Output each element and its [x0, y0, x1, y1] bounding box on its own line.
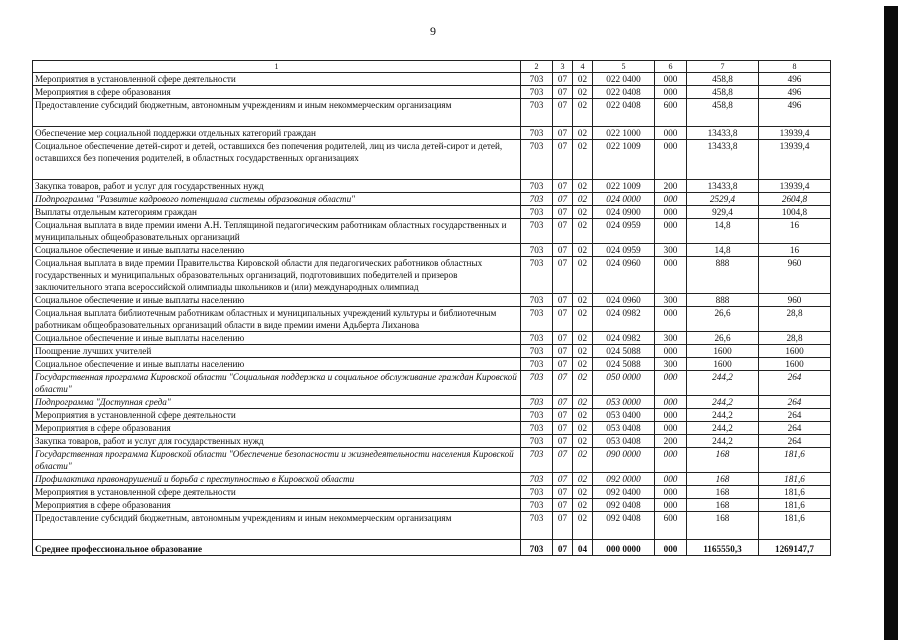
- cell-col8: 1004,8: [759, 206, 831, 219]
- table-row: [33, 499, 831, 512]
- table-row: [33, 409, 831, 422]
- row-name: Подпрограмма "Доступная среда": [33, 396, 521, 409]
- cell-col3: 07: [553, 448, 573, 473]
- cell-col4: 02: [573, 332, 593, 345]
- row-name: Социальная выплата в виде премии имени А.Н. Теплящиной педагогическим работникам областных государственных и муниципальных общеобразовательных организаций: [33, 219, 521, 244]
- row-name: Государственная программа Кировской области "Социальная поддержка и социальное обслуживание граждан Кировской области": [33, 371, 521, 396]
- cell-col7: 168: [687, 473, 759, 486]
- cell-col6: 000: [655, 307, 687, 332]
- cell-col4: 02: [573, 448, 593, 473]
- table-row: [33, 206, 831, 219]
- cell-col5: 024 0982: [593, 332, 655, 345]
- cell-col7: 26,6: [687, 307, 759, 332]
- cell-col7: 458,8: [687, 86, 759, 99]
- cell-col3: 07: [553, 486, 573, 499]
- cell-col8: 181,6: [759, 448, 831, 473]
- cell-col4: 02: [573, 486, 593, 499]
- cell-col8: 16: [759, 219, 831, 244]
- cell-col3: 07: [553, 307, 573, 332]
- cell-col2: 703: [521, 86, 553, 99]
- cell-col4: 02: [573, 499, 593, 512]
- cell-col7: 14,8: [687, 219, 759, 244]
- cell-col8: 960: [759, 257, 831, 294]
- row-name: Социальное обеспечение и иные выплаты населению: [33, 332, 521, 345]
- cell-col5: 022 0408: [593, 99, 655, 127]
- cell-col3: 07: [553, 371, 573, 396]
- cell-col3: 07: [553, 206, 573, 219]
- cell-col3: 07: [553, 396, 573, 409]
- cell-col4: 02: [573, 99, 593, 127]
- row-name: Социальная выплата в виде премии Правительства Кировской области для педагогических работников областных государственных и муниципальных образовательных организаций, подготовивших победителей и призеров заключительного этапа всероссийской олимпиады школьников и (или) международных олимпиад: [33, 257, 521, 294]
- table-header-row: [33, 61, 831, 73]
- cell-col5: 024 0959: [593, 244, 655, 257]
- cell-col6: 200: [655, 180, 687, 193]
- cell-col2: 703: [521, 244, 553, 257]
- row-name: Государственная программа Кировской области "Обеспечение безопасности и жизнедеятельности населения Кировской области": [33, 448, 521, 473]
- cell-col6: 000: [655, 257, 687, 294]
- table-row: [33, 257, 831, 294]
- cell-col2: 703: [521, 540, 553, 556]
- cell-col2: 703: [521, 332, 553, 345]
- cell-col2: 703: [521, 206, 553, 219]
- cell-col4: 02: [573, 473, 593, 486]
- cell-col6: 000: [655, 422, 687, 435]
- cell-col3: 07: [553, 512, 573, 540]
- header-cell: 7: [687, 61, 759, 73]
- row-name: Среднее профессиональное образование: [33, 540, 521, 556]
- cell-col2: 703: [521, 409, 553, 422]
- cell-col6: 300: [655, 332, 687, 345]
- cell-col8: 2604,8: [759, 193, 831, 206]
- table-row-total: [33, 540, 831, 556]
- cell-col6: 300: [655, 294, 687, 307]
- table-row: [33, 307, 831, 332]
- cell-col3: 07: [553, 257, 573, 294]
- row-name: Социальное обеспечение детей-сирот и детей, оставшихся без попечения родителей, лиц из числа детей-сирот и детей, оставшихся без попечения родителей, в областных государственных организациях: [33, 140, 521, 180]
- cell-col2: 703: [521, 473, 553, 486]
- cell-col6: 000: [655, 193, 687, 206]
- row-name: Социальная выплата библиотечным работникам областных и муниципальных учреждений культуры и библиотечным работникам общеобразовательных организаций области в виде премии имени Адьберта Лиханова: [33, 307, 521, 332]
- cell-col8: 496: [759, 86, 831, 99]
- row-name: Мероприятия в сфере образования: [33, 86, 521, 99]
- cell-col3: 07: [553, 219, 573, 244]
- row-name: Обеспечение мер социальной поддержки отдельных категорий граждан: [33, 127, 521, 140]
- cell-col8: 1600: [759, 358, 831, 371]
- cell-col5: 024 0960: [593, 294, 655, 307]
- table-row: [33, 99, 831, 127]
- row-name: Подпрограмма "Развитие кадрового потенциала системы образования области": [33, 193, 521, 206]
- cell-col3: 07: [553, 345, 573, 358]
- cell-col6: 000: [655, 127, 687, 140]
- cell-col6: 300: [655, 244, 687, 257]
- table-row: [33, 193, 831, 206]
- cell-col3: 07: [553, 358, 573, 371]
- cell-col4: 02: [573, 257, 593, 294]
- cell-col8: 1269147,7: [759, 540, 831, 556]
- cell-col3: 07: [553, 140, 573, 180]
- cell-col3: 07: [553, 86, 573, 99]
- cell-col2: 703: [521, 127, 553, 140]
- cell-col5: 092 0408: [593, 512, 655, 540]
- cell-col6: 000: [655, 86, 687, 99]
- cell-col7: 888: [687, 257, 759, 294]
- row-name: Закупка товаров, работ и услуг для государственных нужд: [33, 180, 521, 193]
- header-cell: 4: [573, 61, 593, 73]
- header-cell: 5: [593, 61, 655, 73]
- cell-col6: 000: [655, 499, 687, 512]
- cell-col8: 264: [759, 435, 831, 448]
- cell-col8: 181,6: [759, 499, 831, 512]
- cell-col4: 02: [573, 512, 593, 540]
- row-name: Мероприятия в установленной сфере деятельности: [33, 73, 521, 86]
- cell-col4: 02: [573, 86, 593, 99]
- cell-col5: 092 0000: [593, 473, 655, 486]
- cell-col2: 703: [521, 73, 553, 86]
- table-row: [33, 180, 831, 193]
- cell-col3: 07: [553, 540, 573, 556]
- cell-col3: 07: [553, 73, 573, 86]
- cell-col4: 02: [573, 193, 593, 206]
- table-row: [33, 244, 831, 257]
- cell-col4: 02: [573, 409, 593, 422]
- header-cell: 6: [655, 61, 687, 73]
- cell-col8: 264: [759, 409, 831, 422]
- cell-col7: 929,4: [687, 206, 759, 219]
- cell-col5: 024 5088: [593, 358, 655, 371]
- table-row: [33, 396, 831, 409]
- row-name: Социальное обеспечение и иные выплаты населению: [33, 358, 521, 371]
- cell-col5: 022 1000: [593, 127, 655, 140]
- header-cell: 1: [33, 61, 521, 73]
- cell-col7: 458,8: [687, 73, 759, 86]
- cell-col5: 053 0000: [593, 396, 655, 409]
- cell-col7: 1600: [687, 345, 759, 358]
- cell-col4: 02: [573, 307, 593, 332]
- cell-col2: 703: [521, 499, 553, 512]
- cell-col4: 02: [573, 73, 593, 86]
- cell-col3: 07: [553, 499, 573, 512]
- cell-col8: 264: [759, 371, 831, 396]
- cell-col4: 02: [573, 127, 593, 140]
- cell-col8: 181,6: [759, 512, 831, 540]
- cell-col4: 02: [573, 206, 593, 219]
- cell-col7: 168: [687, 512, 759, 540]
- row-name: Мероприятия в сфере образования: [33, 422, 521, 435]
- cell-col3: 07: [553, 127, 573, 140]
- cell-col4: 02: [573, 371, 593, 396]
- cell-col3: 07: [553, 422, 573, 435]
- header-cell: 2: [521, 61, 553, 73]
- table-row: [33, 512, 831, 540]
- cell-col5: 022 0400: [593, 73, 655, 86]
- cell-col5: 024 0960: [593, 257, 655, 294]
- cell-col7: 2529,4: [687, 193, 759, 206]
- cell-col4: 02: [573, 422, 593, 435]
- cell-col5: 000 0000: [593, 540, 655, 556]
- cell-col6: 000: [655, 473, 687, 486]
- cell-col7: 1165550,3: [687, 540, 759, 556]
- cell-col3: 07: [553, 473, 573, 486]
- cell-col3: 07: [553, 294, 573, 307]
- cell-col6: 000: [655, 540, 687, 556]
- row-name: Предоставление субсидий бюджетным, автономным учреждениям и иным некоммерческим организациям: [33, 512, 521, 540]
- cell-col7: 244,2: [687, 422, 759, 435]
- cell-col4: 02: [573, 180, 593, 193]
- cell-col2: 703: [521, 512, 553, 540]
- cell-col5: 024 0982: [593, 307, 655, 332]
- cell-col3: 07: [553, 409, 573, 422]
- table-row: [33, 486, 831, 499]
- row-name: Мероприятия в установленной сфере деятельности: [33, 486, 521, 499]
- cell-col5: 022 1009: [593, 140, 655, 180]
- cell-col8: 264: [759, 422, 831, 435]
- cell-col7: 26,6: [687, 332, 759, 345]
- cell-col8: 181,6: [759, 473, 831, 486]
- cell-col7: 244,2: [687, 371, 759, 396]
- cell-col6: 000: [655, 73, 687, 86]
- table-row: [33, 473, 831, 486]
- cell-col7: 1600: [687, 358, 759, 371]
- cell-col2: 703: [521, 422, 553, 435]
- cell-col4: 02: [573, 435, 593, 448]
- cell-col6: 000: [655, 219, 687, 244]
- cell-col5: 022 0408: [593, 86, 655, 99]
- table-row: [33, 127, 831, 140]
- cell-col5: 053 0400: [593, 409, 655, 422]
- cell-col6: 600: [655, 512, 687, 540]
- cell-col6: 000: [655, 206, 687, 219]
- cell-col5: 024 0000: [593, 193, 655, 206]
- cell-col5: 024 5088: [593, 345, 655, 358]
- row-name: Социальное обеспечение и иные выплаты населению: [33, 244, 521, 257]
- cell-col8: 264: [759, 396, 831, 409]
- cell-col4: 02: [573, 244, 593, 257]
- cell-col7: 13433,8: [687, 127, 759, 140]
- row-name: Профилактика правонарушений и борьба с преступностью в Кировской области: [33, 473, 521, 486]
- cell-col6: 000: [655, 345, 687, 358]
- cell-col2: 703: [521, 180, 553, 193]
- cell-col7: 168: [687, 499, 759, 512]
- cell-col8: 960: [759, 294, 831, 307]
- cell-col2: 703: [521, 486, 553, 499]
- page-number: 9: [430, 24, 436, 38]
- row-name: Выплаты отдельным категориям граждан: [33, 206, 521, 219]
- row-name: Закупка товаров, работ и услуг для государственных нужд: [33, 435, 521, 448]
- cell-col6: 000: [655, 409, 687, 422]
- scan-edge-bar: [884, 6, 898, 640]
- cell-col7: 13433,8: [687, 140, 759, 180]
- table-row: [33, 86, 831, 99]
- cell-col8: 28,8: [759, 332, 831, 345]
- cell-col6: 000: [655, 448, 687, 473]
- cell-col6: 600: [655, 99, 687, 127]
- table-row: [33, 345, 831, 358]
- cell-col5: 053 0408: [593, 422, 655, 435]
- cell-col6: 000: [655, 371, 687, 396]
- cell-col2: 703: [521, 371, 553, 396]
- cell-col5: 024 0900: [593, 206, 655, 219]
- row-name: Мероприятия в сфере образования: [33, 499, 521, 512]
- cell-col7: 458,8: [687, 99, 759, 127]
- cell-col2: 703: [521, 435, 553, 448]
- cell-col3: 07: [553, 180, 573, 193]
- cell-col5: 092 0408: [593, 499, 655, 512]
- cell-col7: 168: [687, 486, 759, 499]
- cell-col4: 02: [573, 140, 593, 180]
- cell-col8: 16: [759, 244, 831, 257]
- cell-col4: 02: [573, 358, 593, 371]
- cell-col4: 04: [573, 540, 593, 556]
- budget-table: [32, 60, 831, 556]
- cell-col7: 244,2: [687, 409, 759, 422]
- cell-col3: 07: [553, 244, 573, 257]
- cell-col8: 496: [759, 73, 831, 86]
- cell-col5: 022 1009: [593, 180, 655, 193]
- cell-col8: 13939,4: [759, 127, 831, 140]
- cell-col2: 703: [521, 358, 553, 371]
- cell-col5: 050 0000: [593, 371, 655, 396]
- cell-col4: 02: [573, 396, 593, 409]
- cell-col8: 181,6: [759, 486, 831, 499]
- row-name: Предоставление субсидий бюджетным, автономным учреждениям и иным некоммерческим организациям: [33, 99, 521, 127]
- cell-col2: 703: [521, 448, 553, 473]
- cell-col7: 13433,8: [687, 180, 759, 193]
- table-row: [33, 435, 831, 448]
- cell-col5: 092 0400: [593, 486, 655, 499]
- cell-col8: 1600: [759, 345, 831, 358]
- cell-col7: 244,2: [687, 396, 759, 409]
- cell-col3: 07: [553, 435, 573, 448]
- cell-col6: 000: [655, 396, 687, 409]
- cell-col3: 07: [553, 99, 573, 127]
- cell-col2: 703: [521, 307, 553, 332]
- cell-col2: 703: [521, 140, 553, 180]
- row-name: Мероприятия в установленной сфере деятельности: [33, 409, 521, 422]
- cell-col2: 703: [521, 193, 553, 206]
- cell-col5: 024 0959: [593, 219, 655, 244]
- cell-col2: 703: [521, 345, 553, 358]
- cell-col2: 703: [521, 257, 553, 294]
- cell-col6: 200: [655, 435, 687, 448]
- cell-col5: 053 0408: [593, 435, 655, 448]
- cell-col8: 496: [759, 99, 831, 127]
- cell-col2: 703: [521, 396, 553, 409]
- cell-col8: 28,8: [759, 307, 831, 332]
- cell-col6: 000: [655, 486, 687, 499]
- cell-col3: 07: [553, 332, 573, 345]
- cell-col4: 02: [573, 294, 593, 307]
- table-row: [33, 332, 831, 345]
- header-cell: 8: [759, 61, 831, 73]
- cell-col7: 244,2: [687, 435, 759, 448]
- cell-col7: 14,8: [687, 244, 759, 257]
- cell-col2: 703: [521, 294, 553, 307]
- table-row: [33, 448, 831, 473]
- table-row: [33, 219, 831, 244]
- table-row: [33, 294, 831, 307]
- cell-col2: 703: [521, 219, 553, 244]
- cell-col7: 168: [687, 448, 759, 473]
- cell-col8: 13939,4: [759, 140, 831, 180]
- table-row: [33, 73, 831, 86]
- cell-col5: 090 0000: [593, 448, 655, 473]
- cell-col3: 07: [553, 193, 573, 206]
- cell-col8: 13939,4: [759, 180, 831, 193]
- cell-col6: 000: [655, 140, 687, 180]
- header-cell: 3: [553, 61, 573, 73]
- row-name: Поощрение лучших учителей: [33, 345, 521, 358]
- cell-col4: 02: [573, 345, 593, 358]
- table-row: [33, 140, 831, 180]
- table-row: [33, 422, 831, 435]
- cell-col7: 888: [687, 294, 759, 307]
- cell-col2: 703: [521, 99, 553, 127]
- table-row: [33, 371, 831, 396]
- row-name: Социальное обеспечение и иные выплаты населению: [33, 294, 521, 307]
- table-row: [33, 358, 831, 371]
- cell-col4: 02: [573, 219, 593, 244]
- cell-col6: 300: [655, 358, 687, 371]
